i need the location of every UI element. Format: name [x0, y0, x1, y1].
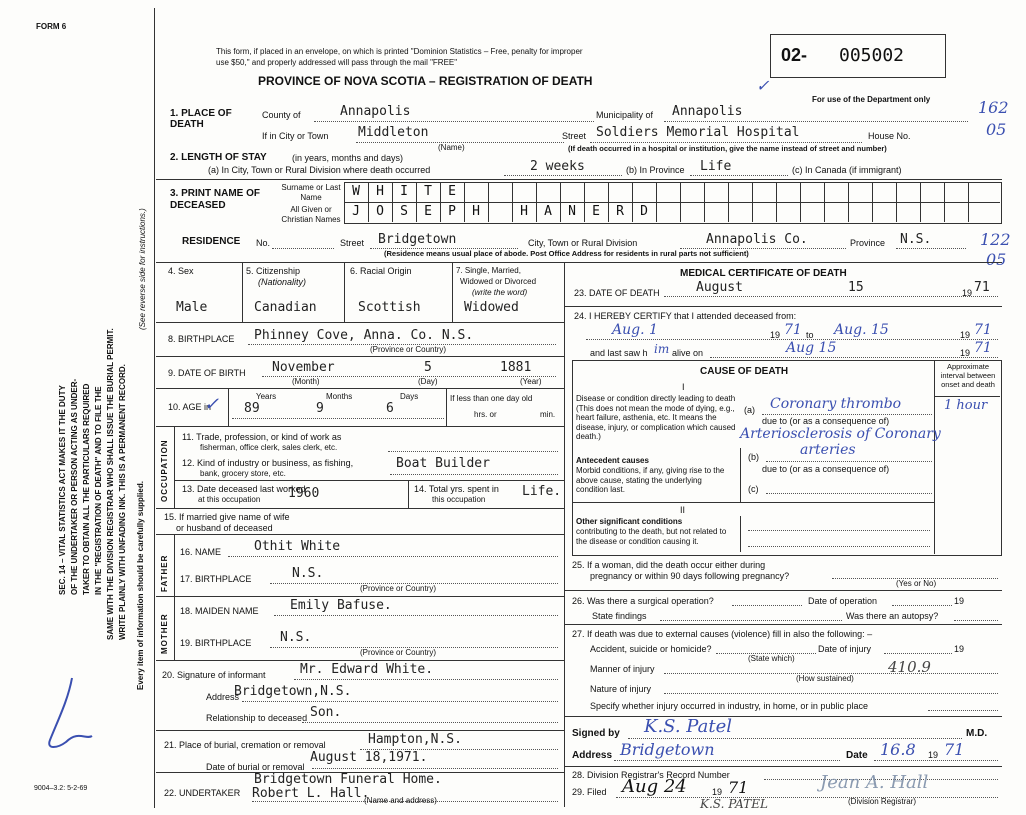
cause-a-line — [762, 414, 932, 415]
spouse-hint: or husband of deceased — [176, 523, 273, 533]
residence-no-line — [272, 248, 334, 249]
sex-label: 4. Sex — [168, 266, 194, 276]
doctor-date-label: Date — [846, 750, 868, 761]
industry-hint: bank, grocery store, etc. — [200, 469, 286, 478]
doctor-date-value: 16.8 — [880, 740, 916, 759]
given-name-letter: R — [616, 204, 624, 219]
registration-number-box — [770, 34, 946, 78]
undertaker-line2: Robert L. Hall. — [252, 786, 370, 801]
burial-date-line — [312, 768, 558, 769]
filed-year: 71 — [728, 778, 749, 797]
age-div-2 — [446, 388, 447, 426]
birthplace-value: Phinney Cove, Anna. Co. N.S. — [254, 328, 474, 343]
dept-code-2: 05 — [986, 120, 1007, 139]
cause-b-line — [766, 461, 932, 462]
registrar-no-label: 28. Division Registrar's Record Number — [572, 770, 730, 780]
municipality-label: Municipality of — [596, 110, 654, 120]
birthplace-label: 8. BIRTHPLACE — [168, 334, 235, 344]
burial-place-value: Hampton,N.S. — [368, 732, 462, 747]
div-5-6 — [344, 262, 345, 322]
interval-header: Approximate interval between onset and death — [940, 362, 996, 389]
nature-line — [664, 693, 998, 694]
section-rule-8 — [156, 322, 564, 323]
given-name-letter: E — [424, 204, 432, 219]
div-6-7 — [452, 262, 453, 322]
specify-line — [928, 710, 998, 711]
city-name-hint: (Name) — [438, 143, 465, 152]
informant-addr-value: Bridgetown,N.S. — [234, 684, 352, 699]
county-line — [314, 121, 594, 122]
last-saw-year: 71 — [974, 340, 992, 356]
father-bp-hint: (Province or Country) — [360, 584, 437, 593]
stay-city-label: (a) In City, Town or Rural Division where death occurred — [208, 165, 431, 175]
name-grid-divider — [704, 182, 705, 222]
margin-line-5: SAME WITH THE DIVISION REGISTRAR WHO SHALL ISSUE THE BURIAL PERMIT. — [106, 328, 115, 640]
medical-header: MEDICAL CERTIFICATE OF DEATH — [680, 268, 847, 279]
antecedent-label: Antecedent causes — [576, 456, 649, 465]
injury-date-label: Date of injury — [818, 644, 872, 654]
stay-province-label: (b) In Province — [626, 165, 685, 175]
mother-name-value: Emily Bafuse. — [290, 598, 392, 613]
trade-line — [388, 451, 558, 452]
footer-code: 9004–3.2: 5-2-69 — [34, 785, 88, 792]
interval-a-value: 1 hour — [944, 398, 988, 413]
surname-letter: I — [400, 184, 408, 199]
reg-prefix: 02- — [781, 45, 808, 65]
mother-name-line — [274, 615, 558, 616]
stay-city-value: 2 weeks — [530, 159, 585, 174]
doctor-date-year: 71 — [944, 740, 965, 759]
q27-label: 27. If death was due to external causes (violence) fill in also the following: – — [572, 629, 873, 639]
name-grid-divider — [848, 182, 849, 222]
undertaker-line1: Bridgetown Funeral Home. — [254, 772, 442, 787]
cause-header: CAUSE OF DEATH — [700, 366, 789, 377]
given-name-letter: N — [568, 204, 576, 219]
cause-c-line — [766, 493, 932, 494]
hospital-note: (If death occurred in a hospital or institution, give the name instead of street and number) — [568, 144, 887, 153]
due-to-2: due to (or as a consequence of) — [762, 464, 890, 474]
informant-rel-label: Relationship to deceased — [206, 713, 308, 723]
certify-label: 24. I HEREBY CERTIFY that I attended deceased from: — [574, 311, 797, 321]
father-name-label: 16. NAME — [180, 547, 222, 557]
section-rule-16 — [156, 534, 564, 535]
spouse-label: 15. If married give name of wife — [164, 512, 290, 522]
given-name-letter: P — [448, 204, 456, 219]
dept-code-3: 122 — [980, 230, 1011, 249]
municipality-value: Annapolis — [672, 104, 743, 119]
section-rule-4 — [156, 262, 1002, 263]
cause-b-value: Arteriosclerosis of Coronary — [740, 426, 941, 442]
cause-b2-value: arteries — [800, 442, 856, 458]
nature-label: Nature of injury — [590, 684, 652, 694]
informant-sig-label: 20. Signature of informant — [162, 670, 266, 680]
op-date-label: Date of operation — [808, 596, 878, 606]
margin-line-6: WRITE PLAINLY WITH UNFADING INK. THIS IS A PERMANENT RECORD. — [118, 364, 127, 640]
attend-from: Aug. 1 — [612, 322, 658, 338]
cause-a-tag: (a) — [744, 405, 755, 415]
father-birthplace-value: N.S. — [292, 566, 324, 581]
burial-place-label: 21. Place of burial, cremation or removal — [164, 740, 326, 750]
section-rule-27 — [564, 624, 1002, 625]
total-years-hint: this occupation — [432, 495, 486, 504]
section-rule-15 — [156, 508, 564, 509]
attend-to-year: 71 — [974, 322, 992, 338]
stay-province-value: Life — [700, 159, 732, 174]
margin-line-3: TAKER TO OBTAIN ALL THE PARTICULARS REQUIRED — [82, 383, 91, 595]
marital-label-1: 7. Single, Married, — [456, 266, 521, 275]
last-saw-label-2: alive on — [672, 348, 704, 358]
industry-label: 12. Kind of industry or business, as fishing, — [182, 458, 354, 468]
autopsy-label: Was there an autopsy? — [846, 611, 939, 621]
house-no-label: House No. — [868, 131, 911, 141]
signed-by-line — [628, 738, 962, 739]
other-conditions-hint: contributing to the death, but not related to the disease or condition causing it. — [576, 527, 727, 546]
mother-birthplace-value: N.S. — [280, 630, 312, 645]
footer-signature: K.S. PATEL — [700, 797, 768, 811]
section-rule-10 — [156, 388, 564, 389]
doctor-address-line — [614, 760, 840, 761]
name-label: 3. PRINT NAME OF DECEASED — [170, 188, 261, 211]
signed-by-label: Signed by — [572, 728, 620, 739]
name-grid-divider — [656, 182, 657, 222]
industry-line — [390, 474, 558, 475]
name-grid-divider — [776, 182, 777, 222]
residence-province-label: Province — [850, 238, 886, 248]
burial-date-value: August 18,1971. — [310, 750, 428, 765]
given-label: All Given or Christian Names — [281, 205, 341, 224]
racial-origin-label: 6. Racial Origin — [350, 266, 412, 276]
county-value: Annapolis — [340, 104, 411, 119]
attend-from-19: 19 — [770, 330, 781, 340]
racial-origin-value: Scottish — [358, 300, 421, 315]
residence-street-value: Bridgetown — [378, 232, 457, 247]
state-findings-label: State findings — [592, 611, 647, 621]
last-saw-19: 19 — [960, 348, 971, 358]
name-grid-divider — [920, 182, 921, 222]
form-id: FORM 6 — [36, 22, 67, 31]
doctor-address-value: Bridgetown — [620, 740, 715, 759]
how-sustained-hint: (How sustained) — [796, 674, 854, 683]
birthplace-hint: (Province or Country) — [370, 345, 447, 354]
dob-year: 1881 — [500, 360, 532, 375]
part-two: II — [680, 505, 686, 515]
yes-no-hint: (Yes or No) — [896, 579, 937, 588]
dob-month: November — [272, 360, 335, 375]
father-name-value: Othit White — [254, 539, 341, 554]
filed-line — [616, 797, 998, 798]
father-birthplace-label: 17. BIRTHPLACE — [180, 574, 252, 584]
state-which-hint: (State which) — [748, 654, 795, 663]
section-rule-9 — [156, 356, 564, 357]
name-grid-divider — [680, 182, 681, 222]
stay-province-line — [690, 175, 788, 176]
industry-value: Boat Builder — [396, 456, 490, 471]
antecedent-hint: Morbid conditions, if any, giving rise to the above cause, stating the underlying condition last. — [576, 466, 725, 494]
name-top-rule — [156, 179, 1002, 180]
residence-city-value: Annapolis Co. — [706, 232, 808, 247]
cause-a-value: Coronary thrombo — [770, 396, 902, 412]
filed-value: Aug 24 — [622, 776, 687, 797]
given-name-letter: S — [400, 204, 408, 219]
section-rule-21 — [156, 730, 564, 731]
due-to-1: due to (or as a consequence of) — [762, 416, 890, 426]
dept-code-1: 162 — [978, 98, 1009, 117]
part-two-rule — [572, 502, 934, 503]
margin-line-2: OF THE UNDERTAKER OR PERSON ACTING AS UNDER- — [70, 378, 79, 595]
sex-value: Male — [176, 300, 208, 315]
citizenship-label: 5. Citizenship — [246, 266, 301, 276]
residence-province-line — [896, 248, 966, 249]
residence-city-label: City, Town or Rural Division — [528, 238, 638, 248]
age-line — [232, 418, 444, 419]
dod-month: August — [696, 280, 743, 295]
section-rule-24 — [564, 306, 1002, 307]
stay-canada-label: (c) In Canada (if immigrant) — [792, 165, 902, 175]
given-name-letter: H — [520, 204, 528, 219]
min-label: min. — [540, 410, 556, 419]
marital-value: Widowed — [464, 300, 519, 315]
undertaker-hint: (Name and address) — [364, 796, 437, 805]
municipality-line — [664, 121, 968, 122]
undertaker-label: 22. UNDERTAKER — [164, 788, 241, 798]
injury-date-line — [884, 653, 952, 654]
father-side-label: FATHER — [160, 554, 169, 592]
dept-code-4: 05 — [986, 250, 1007, 269]
last-saw-value: Aug 15 — [786, 340, 837, 356]
street-label: Street — [562, 131, 587, 141]
doctor-address-label: Address — [572, 750, 613, 761]
name-grid-divider — [872, 182, 873, 222]
name-grid-divider — [728, 182, 729, 222]
trade-label: 11. Trade, profession, or kind of work as — [182, 432, 342, 442]
stay-city-line — [504, 175, 622, 176]
age-days-label: Days — [400, 392, 419, 401]
occ-div — [408, 480, 409, 508]
surname-letter: E — [448, 184, 456, 199]
injury-date-19: 19 — [954, 644, 965, 654]
residence-label: RESIDENCE — [182, 236, 241, 247]
given-name-letter: E — [592, 204, 600, 219]
father-name-line — [228, 556, 558, 557]
trade-hint: fisherman, office clerk, sales clerk, etc. — [200, 443, 338, 452]
name-grid-divider — [800, 182, 801, 222]
given-name-letter: O — [376, 204, 384, 219]
residence-no-label: No. — [256, 238, 271, 248]
mail-notice-line1: This form, if placed in an envelope, on which is printed "Dominion Statistics – Free, penalty for improper — [216, 47, 583, 56]
attend-to: Aug. 15 — [834, 322, 889, 338]
residence-note: (Residence means usual place of abode. Post Office Address for residents in rural parts not sufficient) — [384, 249, 749, 258]
op-date-line — [892, 605, 952, 606]
name-grid-divider — [752, 182, 753, 222]
dod-label: 23. DATE OF DEATH — [574, 288, 660, 298]
name-grid-divider — [968, 182, 969, 222]
informant-addr-label: Address — [206, 692, 240, 702]
surname-letter: H — [376, 184, 384, 199]
dod-line — [664, 296, 998, 297]
autopsy-line — [954, 620, 998, 621]
op-date-19: 19 — [954, 596, 965, 606]
dept-use-label: For use of the Department only — [812, 95, 931, 104]
q25-label: 25. If a woman, did the death occur either during — [572, 560, 766, 570]
mother-bp-hint: (Province or Country) — [360, 648, 437, 657]
marital-label-2: Widowed or Divorced — [460, 277, 537, 286]
cause-c-tag: (c) — [748, 484, 759, 494]
other-line-1 — [748, 530, 930, 531]
informant-sig-value: Mr. Edward White. — [300, 662, 434, 677]
dob-day-hint: (Day) — [418, 377, 438, 386]
residence-street-label: Street — [340, 238, 365, 248]
residence-province-value: N.S. — [900, 232, 932, 247]
given-name-letter: J — [352, 204, 360, 219]
dob-day: 5 — [424, 360, 432, 375]
dob-label: 9. DATE OF BIRTH — [168, 368, 246, 378]
informant-rel-value: Son. — [310, 705, 342, 720]
reg-number: 005002 — [839, 45, 905, 66]
check-mark-icon: ✓ — [756, 76, 770, 95]
dod-year: 71 — [974, 280, 990, 295]
length-of-stay-hint: (in years, months and days) — [292, 153, 404, 163]
burial-date-label: Date of burial or removal — [206, 762, 305, 772]
last-worked-value: 1960 — [288, 486, 320, 501]
specify-label: Specify whether injury occurred in industry, in home, or in public place — [590, 701, 868, 711]
place-of-death-label: 1. PLACE OF DEATH — [170, 108, 232, 130]
occupation-side-rule — [174, 426, 175, 508]
total-years-label: 14. Total yrs. spent in — [414, 484, 499, 494]
part-one: I — [682, 382, 685, 392]
state-findings-line — [660, 620, 842, 621]
length-of-stay-label: 2. LENGTH OF STAY — [170, 152, 267, 163]
registrar-signature: Jean A. Hall — [820, 772, 929, 793]
manner-label: Manner of injury — [590, 664, 655, 674]
given-name-letter: A — [544, 204, 552, 219]
total-years-value: Life. — [522, 484, 562, 499]
street-value: Soldiers Memorial Hospital — [596, 125, 800, 140]
cause-b-tag: (b) — [748, 452, 759, 462]
last-saw-line — [710, 357, 998, 358]
informant-sig-line — [294, 679, 558, 680]
age-div-1 — [228, 388, 229, 426]
name-grid-mid — [344, 202, 1000, 203]
parents-side-rule — [174, 534, 175, 660]
mother-birthplace-label: 19. BIRTHPLACE — [180, 638, 252, 648]
registrar-hint: (Division Registrar) — [848, 797, 917, 806]
filed-label: 29. Filed — [572, 787, 607, 797]
q25-hint: pregnancy or within 90 days following pregnancy? — [590, 571, 790, 581]
accident-label: Accident, suicide or homicide? — [590, 644, 712, 654]
doctor-date-19: 19 — [928, 750, 939, 760]
dod-year-prefix: 19 — [962, 288, 973, 298]
surname-letter: T — [424, 184, 432, 199]
county-label: County of — [262, 110, 301, 120]
div-4-5 — [242, 262, 243, 322]
margin-line-1: SEC. 14 – VITAL STATISTICS ACT MAKES IT THE DUTY — [58, 385, 67, 595]
age-years: 89 — [244, 401, 260, 416]
last-saw-label: and last saw h — [590, 348, 648, 358]
mail-notice-line2: use $50," and properly addressed will pass through the mail "FREE" — [216, 58, 458, 67]
city-label: If in City or Town — [262, 131, 329, 141]
section-rule-28 — [564, 766, 1002, 767]
disease-label: Disease or condition directly leading to death (This does not mean the mode of dying, e.g., heart failure, asthenia, etc. It means the disease, injury, or complication which caused death.) — [576, 394, 736, 441]
md-label: M.D. — [966, 728, 988, 739]
last-saw-mid: im — [654, 342, 670, 356]
dob-year-hint: (Year) — [520, 377, 542, 386]
other-line-2 — [748, 546, 930, 547]
doctor-date-line — [874, 760, 998, 761]
mother-name-label: 18. MAIDEN NAME — [180, 606, 259, 616]
citizenship-value: Canadian — [254, 300, 317, 315]
interval-rule — [934, 396, 1000, 397]
attend-from-year: 71 — [784, 322, 802, 338]
interval-divider — [934, 360, 935, 554]
dob-month-hint: (Month) — [292, 377, 320, 386]
margin-supply-note: Every item of information should be carefully supplied. — [136, 481, 145, 690]
given-name-letter — [488, 204, 512, 222]
less-than-day-label: If less than one day old — [450, 394, 533, 403]
age-months-label: Months — [326, 392, 353, 401]
informant-rel-line — [302, 722, 558, 723]
name-grid-divider — [944, 182, 945, 222]
informant-addr-line — [242, 701, 558, 702]
other-bracket — [740, 516, 741, 552]
q26-label: 26. Was there a surgical operation? — [572, 596, 714, 606]
street-line — [590, 142, 862, 143]
to-label: to — [806, 330, 814, 340]
margin-line-4: IN THE "REGISTRATION OF DEATH" AND TO FILE THE — [94, 386, 103, 595]
last-worked-hint: at this occupation — [198, 495, 261, 504]
section-rule-26 — [564, 590, 1002, 591]
mother-side-label: MOTHER — [160, 613, 169, 654]
filed-19: 19 — [712, 787, 723, 797]
center-divider — [564, 262, 565, 807]
name-grid-divider — [824, 182, 825, 222]
antecedent-bracket — [740, 448, 741, 502]
age-check-icon: ✓ — [204, 394, 220, 415]
given-name-letter: H — [472, 204, 480, 219]
occupation-side-label: OCCUPATION — [160, 439, 169, 502]
section-rule-sig — [564, 716, 1002, 717]
occ-rule — [174, 480, 564, 481]
marital-hint: (write the word) — [472, 288, 528, 297]
section-rule-11 — [156, 426, 564, 427]
last-worked-label: 13. Date deceased last worked — [182, 484, 306, 494]
q26-line — [732, 605, 802, 606]
attend-to-19: 19 — [960, 330, 971, 340]
citizenship-hint: (Nationality) — [258, 277, 307, 287]
dod-day: 15 — [848, 280, 864, 295]
city-value: Middleton — [358, 125, 429, 140]
surname-letter: W — [352, 184, 360, 199]
hrs-label: hrs. or — [474, 410, 497, 419]
section-rule-18 — [156, 596, 564, 597]
signed-by-value: K.S. Patel — [644, 716, 732, 737]
age-label: 10. AGE in — [168, 402, 212, 412]
name-grid-divider — [896, 182, 897, 222]
margin-instructions: (See reverse side for instructions.) — [138, 208, 147, 330]
given-name-letter: D — [640, 204, 648, 219]
form-title: PROVINCE OF NOVA SCOTIA – REGISTRATION OF DEATH — [258, 74, 593, 88]
age-months: 9 — [316, 401, 324, 416]
margin-signature-scribble — [28, 670, 98, 760]
section-rule-20 — [156, 660, 564, 661]
code-value: 410.9 — [888, 658, 931, 676]
surname-label: Surname or Last Name — [281, 183, 341, 202]
age-days: 6 — [386, 401, 394, 416]
other-conditions-label: Other significant conditions — [576, 517, 683, 526]
age-years-label: Years — [256, 392, 277, 401]
margin-rule — [154, 8, 155, 808]
